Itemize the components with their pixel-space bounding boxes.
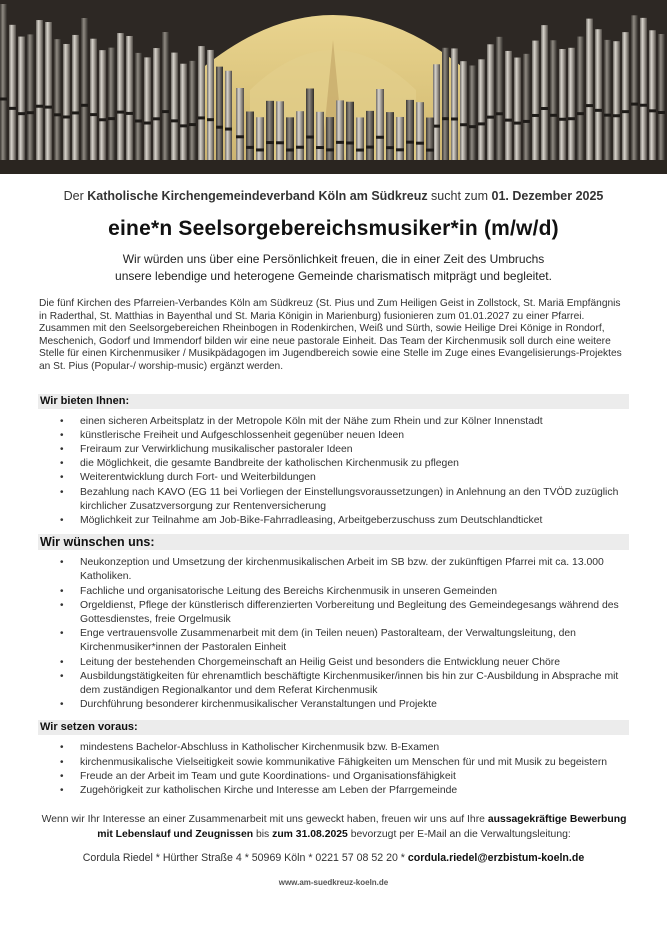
- list-item: • Bezahlung nach KAVO (EG 11 bei Vorliegen der Einstellungsvoraussetzungen) in Anlehnung an den TVÖD zuzüglich kirchlicher Zusatzversorgung zur Rentenversicherung: [60, 486, 627, 514]
- offer-list: [60, 415, 627, 529]
- headline-prefix: Der: [63, 189, 88, 203]
- list-item: • einen sicheren Arbeitsplatz in der Metropole Köln mit der Nähe zum Rhein und zur Kölner Innenstadt: [60, 415, 627, 429]
- list-item: • Durchführung besonderer kirchenmusikalischer Veranstaltungen und Projekte: [60, 698, 627, 712]
- organ-pipes-image: [0, 0, 667, 174]
- list-item: • kirchenmusikalische Vielseitigkeit sowie kommunikative Fähigkeiten um Menschen für und mit Musik zu begeistern: [60, 756, 627, 770]
- closing-paragraph: [39, 813, 629, 842]
- closing-text-2: bis: [253, 828, 273, 840]
- list-item: • Fachliche und organisatorische Leitung des Bereichs Kirchenmusik in unseren Gemeinden: [60, 585, 627, 599]
- list-item: • Freude an der Arbeit im Team und gute Koordinations- und Organisationsfähigkeit: [60, 770, 627, 784]
- headline-middle: sucht zum: [427, 189, 492, 203]
- offer-heading: Wir bieten Ihnen:: [38, 394, 629, 409]
- wish-list: [60, 556, 627, 712]
- require-heading: Wir setzen voraus:: [38, 720, 629, 735]
- contact-address: Cordula Riedel * Hürther Straße 4 * 50969 Köln * 0221 57 08 52 20 *: [82, 852, 408, 865]
- list-item: • die Möglichkeit, die gesamte Bandbreite der katholischen Kirchenmusik zu pflegen: [60, 457, 627, 471]
- list-item: • Orgeldienst, Pflege der künstlerisch differenzierten Vorbereitung und Begleitung des Gemeindegesangs während des Gottesdienstes, freie Orgelmusik: [60, 599, 627, 627]
- description-paragraph: Die fünf Kirchen des Pfarreien-Verbandes Köln am Südkreuz (St. Pius und Zum Heiligen Geist in Zollstock, St. Mariä Empfängnis in Raderthal, St. Matthias in Bayenthal und St. Maria Königin in Marienburg) fusionieren zum 01.01.2027 zu einer Pfarrei. Zusammen mit den Seelsorgebereichen Rheinbogen in Rodenkirchen, Weiß und Sürth, sowie Heilige Drei Könige in Rondorf, Meschenich, Godorf und Immendorf bilden wir eine neue pastorale Einheit. Das Team der Kirchenmusik soll durch eine weitere Stelle für einen Kirchenmusiker / Musikpädagogen im Jugendbereich sowie eine Stelle im Zuge eines Evangelisierungs-Projektes an St. Pius (Popular-/ worship-music) ergänzt werden.: [39, 298, 622, 372]
- closing-bold-1: aussagekräftige Bewerbung mit Lebenslauf und Zeugnissen: [97, 814, 627, 840]
- closing-text-1: Wenn wir Ihr Interesse an einer Zusammenarbeit mit uns geweckt haben, freuen wir uns auf Ihre: [41, 814, 488, 826]
- website-link[interactable]: www.am-suedkreuz-koeln.de: [278, 878, 389, 888]
- list-item: • Möglichkeit zur Teilnahme am Job-Bike-Fahrradleasing, Arbeitgeberzuschuss zum Deutschlandticket: [60, 514, 627, 528]
- headline: [0, 189, 667, 203]
- list-item: • Enge vertrauensvolle Zusammenarbeit mit dem (in Teilen neuen) Pastoralteam, der Verwaltungsleitung, den Kirchenmusiker*innen der Pastoralen Einheit: [60, 627, 627, 655]
- list-item: • mindestens Bachelor-Abschluss in Katholischer Kirchenmusik bzw. B-Examen: [60, 741, 627, 755]
- list-item: • Freiraum zur Verwirklichung musikalischer pastoraler Ideen: [60, 443, 627, 457]
- list-item: • Zugehörigkeit zur katholischen Kirche und Interesse am Leben der Pfarrgemeinde: [60, 784, 627, 798]
- closing-text-3: bevorzugt per E-Mail an die Verwaltungsleitung:: [347, 828, 571, 840]
- contact-email[interactable]: cordula.riedel@erzbistum-koeln.de: [407, 852, 585, 865]
- intro-line-1: Wir würden uns über eine Persönlichkeit freuen, die in einer Zeit des Umbruchs: [122, 252, 545, 266]
- deadline: zum 31.08.2025: [272, 828, 348, 840]
- wish-heading: Wir wünschen uns:: [38, 534, 629, 550]
- list-item: • Leitung der bestehenden Chorgemeinschaft an Heilig Geist und besonders die Entwicklung neuer Chöre: [60, 656, 627, 670]
- job-title: eine*n Seelsorgebereichsmusiker*in (m/w/d): [108, 217, 559, 240]
- require-list: [60, 741, 627, 798]
- list-item: • Weiterentwicklung durch Fort- und Weiterbildungen: [60, 471, 627, 485]
- list-item: • künstlerische Freiheit und Aufgeschlossenheit gegenüber neuen Ideen: [60, 429, 627, 443]
- list-item: • Ausbildungstätigkeiten für ehrenamtlich beschäftigte Kirchenmusiker/innen bis hin zur C-Ausbildung in Absprache mit dem zuständigen Regionalkantor und dem Referat Kirchenmusik: [60, 670, 627, 698]
- organization-name: Katholische Kirchengemeindeverband Köln am Südkreuz: [87, 189, 428, 203]
- contact-line: [0, 852, 667, 864]
- intro-line-2: unsere lebendige und heterogene Gemeinde charismatisch mitprägt und begleitet.: [115, 269, 552, 283]
- intro-text: [0, 251, 667, 285]
- list-item: • Neukonzeption und Umsetzung der kirchenmusikalischen Arbeit im SB bzw. der zukünftigen Pfarrei mit ca. 13.000 Katholiken.: [60, 556, 627, 584]
- start-date: 01. Dezember 2025: [491, 189, 604, 203]
